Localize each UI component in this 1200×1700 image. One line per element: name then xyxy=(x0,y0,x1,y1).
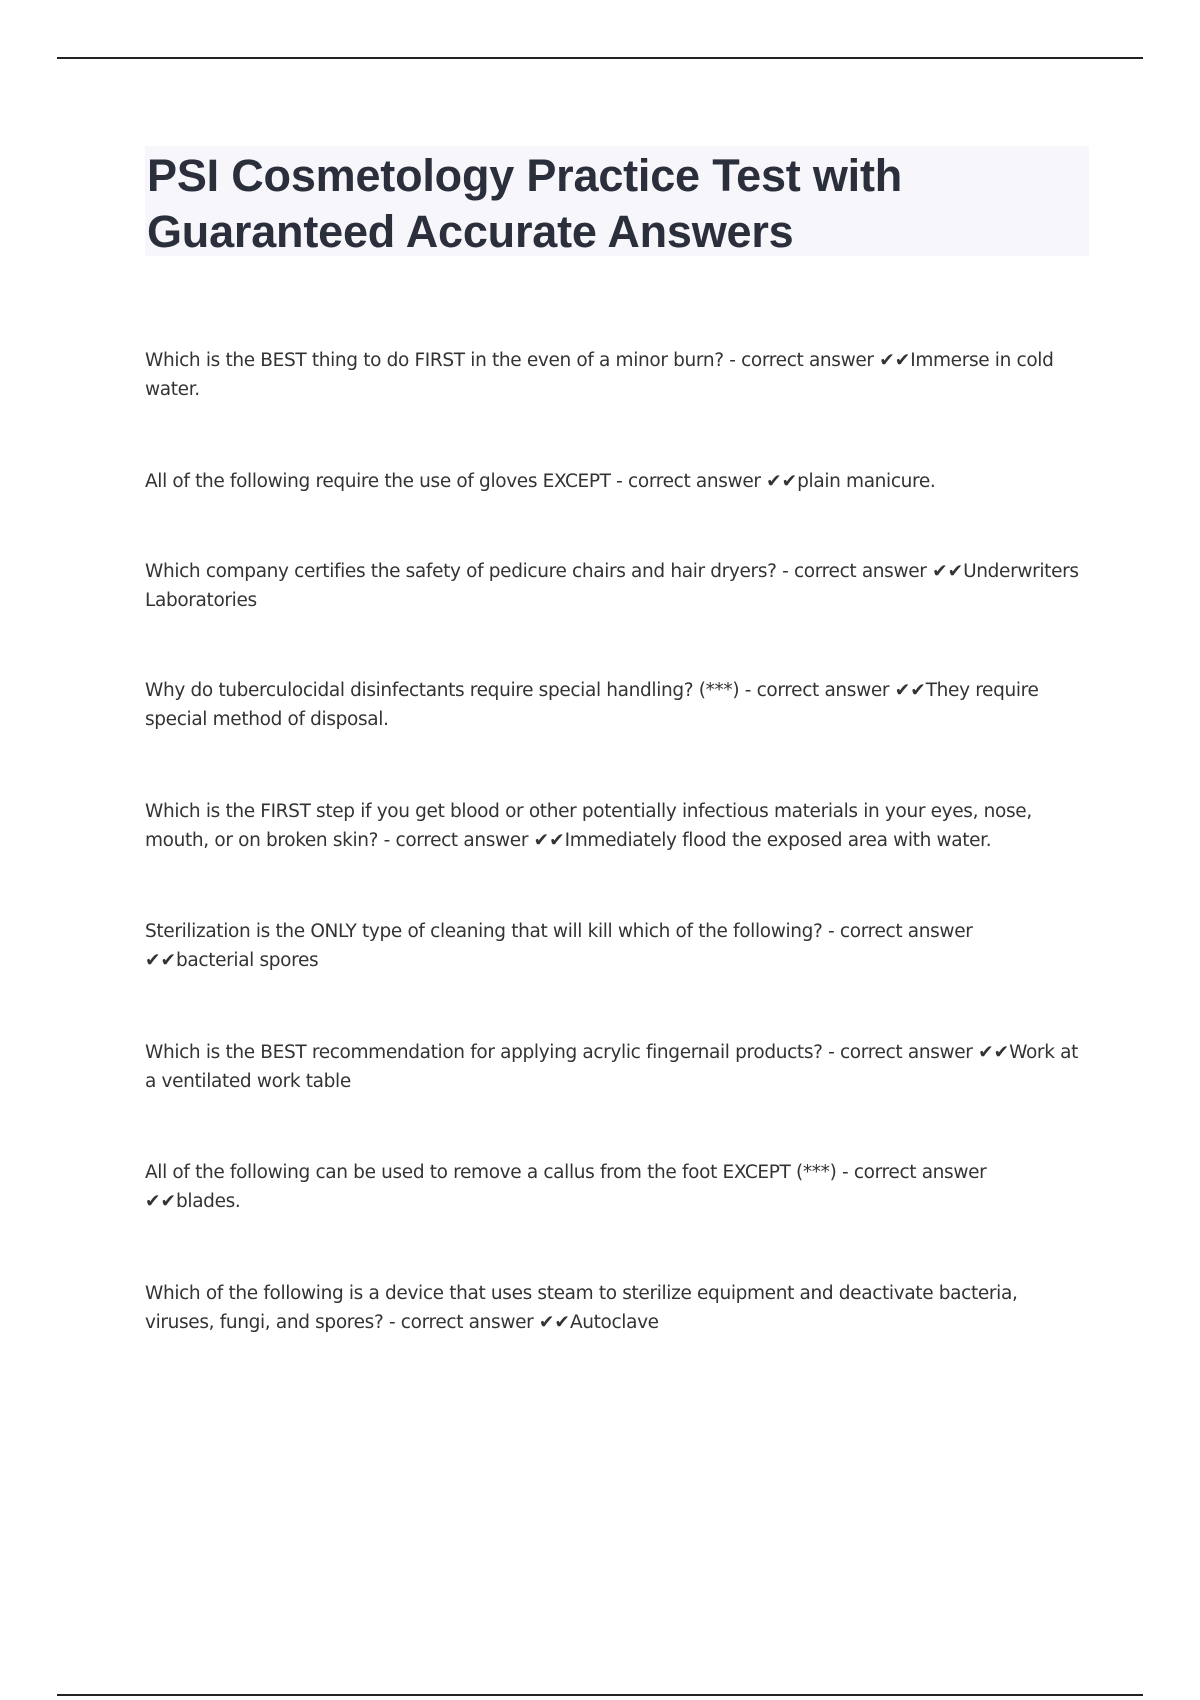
answer-text: Work at a ventilated work table xyxy=(145,1042,1078,1092)
answer-label: - correct answer xyxy=(822,921,973,942)
question-text: Which of the following is a device that uses steam to sterilize equipment and deactivate bacteria, viruses, fungi, and spores? xyxy=(145,1283,1018,1333)
check-icon: ✔✔ xyxy=(145,1191,177,1212)
question-text: All of the following can be used to remove a callus from the foot EXCEPT (***) xyxy=(145,1162,837,1183)
question-text: Which is the BEST thing to do FIRST in the even of a minor burn? xyxy=(145,350,724,371)
answer-text: Immerse in cold water. xyxy=(145,350,1054,400)
answer-label: - correct answer xyxy=(383,1312,539,1333)
top-rule xyxy=(57,57,1143,59)
qa-item xyxy=(145,797,1085,855)
page-title: PSI Cosmetology Practice Test with Guaranteed Accurate Answers xyxy=(147,150,903,257)
check-icon: ✔✔ xyxy=(533,830,565,851)
check-icon: ✔✔ xyxy=(879,350,911,371)
question-text: Sterilization is the ONLY type of cleaning that will kill which of the following? xyxy=(145,921,823,942)
qa-item xyxy=(145,1038,1085,1096)
answer-label: - correct answer xyxy=(739,680,895,701)
check-icon: ✔✔ xyxy=(145,950,177,971)
answer-text: Immediately flood the exposed area with water. xyxy=(564,830,992,851)
answer-label: - correct answer xyxy=(836,1162,987,1183)
bottom-rule xyxy=(57,1694,1143,1696)
answer-text: Underwriters Laboratories xyxy=(145,561,1079,611)
qa-item xyxy=(145,676,1085,734)
check-icon: ✔✔ xyxy=(894,680,926,701)
answer-label: - correct answer xyxy=(822,1042,979,1063)
answer-text: Autoclave xyxy=(569,1312,659,1333)
check-icon: ✔✔ xyxy=(766,471,798,492)
check-icon: ✔✔ xyxy=(978,1042,1010,1063)
check-icon: ✔✔ xyxy=(538,1312,570,1333)
qa-item xyxy=(145,1158,1085,1216)
answer-text: They require special method of disposal. xyxy=(145,680,1039,730)
answer-text: blades. xyxy=(176,1191,241,1212)
question-text: All of the following require the use of gloves EXCEPT xyxy=(145,471,611,492)
answer-label: - correct answer xyxy=(378,830,534,851)
question-text: Why do tuberculocidal disinfectants require special handling? (***) xyxy=(145,680,740,701)
qa-item xyxy=(145,346,1085,404)
answer-label: - correct answer xyxy=(723,350,880,371)
question-text: Which is the BEST recommendation for applying acrylic fingernail products? xyxy=(145,1042,823,1063)
title-banner xyxy=(145,146,1089,256)
qa-item xyxy=(145,557,1085,615)
qa-item xyxy=(145,917,1085,975)
question-text: Which is the FIRST step if you get blood or other potentially infectious materials in your eyes, nose, mouth, or on broken skin? xyxy=(145,801,1032,851)
qa-item xyxy=(145,467,1085,496)
answer-label: - correct answer xyxy=(776,561,933,582)
answer-label: - correct answer xyxy=(610,471,767,492)
answer-text: plain manicure. xyxy=(797,471,936,492)
question-text: Which company certifies the safety of pedicure chairs and hair dryers? xyxy=(145,561,777,582)
qa-item xyxy=(145,1279,1085,1337)
answer-text: bacterial spores xyxy=(176,950,319,971)
check-icon: ✔✔ xyxy=(932,561,964,582)
